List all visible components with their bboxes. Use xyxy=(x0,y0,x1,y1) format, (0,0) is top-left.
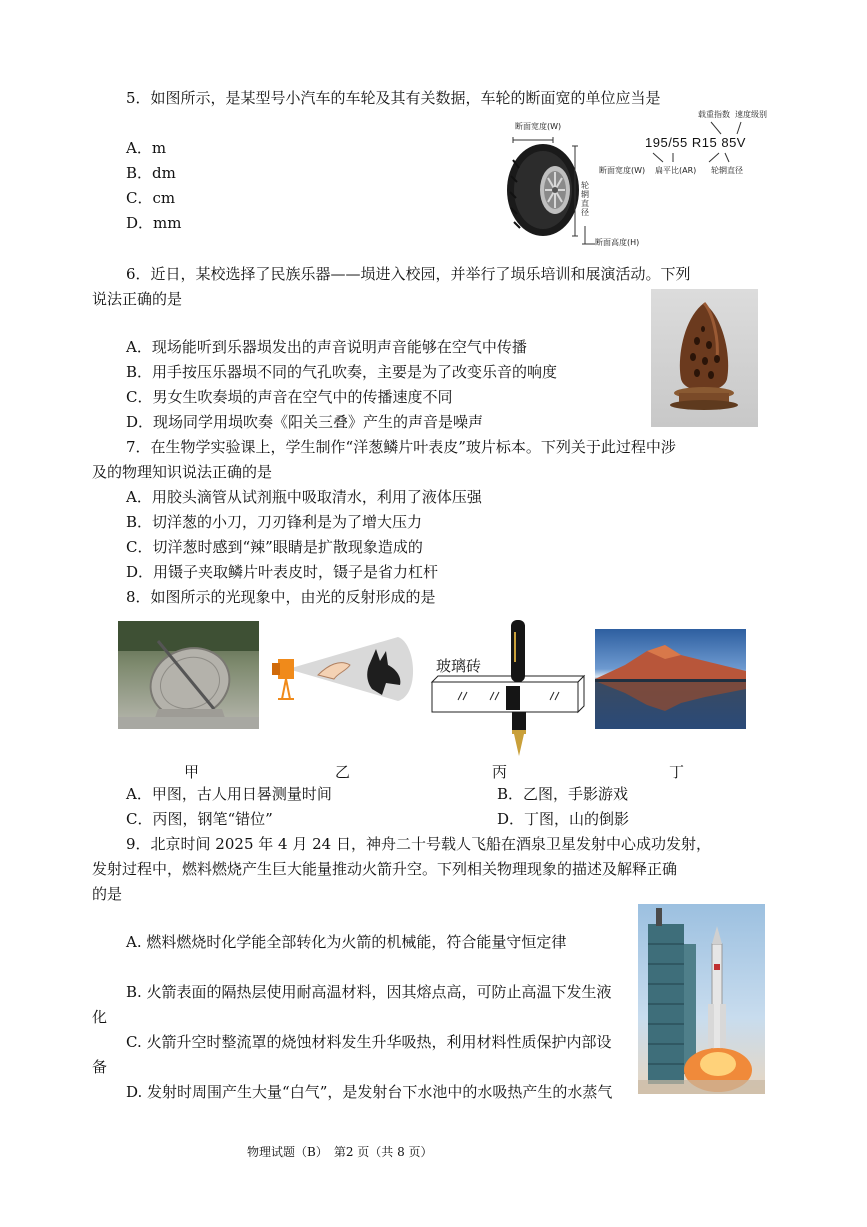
hand-shadow-image xyxy=(268,629,420,709)
q6-option-a: A．现场能听到乐器埙发出的声音说明声音能够在空气中传播 xyxy=(126,338,527,356)
q6-stem-line1: 6．近日，某校选择了民族乐器——埙进入校园，并举行了埙乐培训和展演活动。下列 xyxy=(126,265,691,283)
q8-option-b: B．乙图，手影游戏 xyxy=(497,785,629,803)
q9-option-c: C. 火箭升空时整流罩的烧蚀材料发生升华吸热，利用材料性质保护内部设备 xyxy=(92,1033,612,1076)
label-section-width-top: 断面宽度(W) xyxy=(515,122,562,131)
q8-option-a: A．甲图，古人用日晷测量时间 xyxy=(126,785,332,803)
q5-option-d: D．mm xyxy=(126,214,182,232)
q7-stem-line2: 及的物理知识说法正确的是 xyxy=(92,463,273,481)
label-rim-diameter-side: 轮辋直径 xyxy=(581,181,589,217)
q6-option-c: C．男女生吹奏埙的声音在空气中的传播速度不同 xyxy=(126,388,453,406)
caption-yi: 乙 xyxy=(335,763,351,781)
q7-option-a: A．用胶头滴管从试剂瓶中吸取清水，利用了液体压强 xyxy=(126,488,482,506)
caption-ding: 丁 xyxy=(669,763,685,781)
caption-jia: 甲 xyxy=(184,763,200,781)
page-footer: 物理试题（B） 第2 页（共 8 页） xyxy=(247,1145,433,1159)
label-load-index: 载重指数 xyxy=(698,110,730,119)
q9-option-d: D. 发射时周围产生大量“白气”，是发射台下水池中的水吸热产生的水蒸气 xyxy=(126,1083,613,1101)
label-speed-rating: 速度级别 xyxy=(735,110,767,119)
q7-stem-line1: 7．在生物学实验课上，学生制作“洋葱鳞片叶表皮”玻片标本。下列关于此过程中涉 xyxy=(126,438,676,456)
label-rim-diameter: 轮辋直径 xyxy=(711,166,743,175)
tire-spec: 195/55 R15 85V xyxy=(645,135,746,150)
glass-pen-diagram xyxy=(428,618,588,758)
mountain-reflection-photo xyxy=(595,629,746,729)
q9-stem-line2: 发射过程中，燃料燃烧产生巨大能量推动火箭升空。下列相关物理现象的描述及解释正确 xyxy=(92,860,678,878)
q6-option-d: D．现场同学用埙吹奏《阳关三叠》产生的声音是噪声 xyxy=(126,413,484,431)
q6-option-b: B．用手按压乐器埙不同的气孔吹奏，主要是为了改变乐音的响度 xyxy=(126,363,558,381)
q9-option-a: A. 燃料燃烧时化学能全部转化为火箭的机械能，符合能量守恒定律 xyxy=(126,933,567,951)
tire-figure xyxy=(505,108,775,256)
q5-option-b: B．dm xyxy=(126,164,176,182)
q9-stem-line1: 9．北京时间 2025 年 4 月 24 日，神舟二十号载人飞船在酒泉卫星发射中心成功发射， xyxy=(126,835,711,853)
label-section-width: 断面宽度(W) xyxy=(599,166,646,175)
q9-option-b: B. 火箭表面的隔热层使用耐高温材料，因其熔点高，可防止高温下发生液化 xyxy=(92,983,612,1026)
q7-option-b: B．切洋葱的小刀，刀刃锋利是为了增大压力 xyxy=(126,513,423,531)
q9-stem-line3: 的是 xyxy=(92,885,123,903)
q8-option-d: D．丁图，山的倒影 xyxy=(497,810,630,828)
q5-option-c: C．cm xyxy=(126,189,176,207)
q5-option-a: A．m xyxy=(126,139,167,157)
glass-label: 玻璃砖 xyxy=(436,657,482,675)
rocket-launch-photo xyxy=(638,904,765,1094)
q8-stem: 8．如图所示的光现象中，由光的反射形成的是 xyxy=(126,588,436,606)
q7-option-c: C．切洋葱时感到“辣”眼睛是扩散现象造成的 xyxy=(126,538,423,556)
label-section-height: 断面高度(H) xyxy=(595,238,640,247)
xun-instrument-photo xyxy=(651,289,758,427)
q5-stem: 5．如图所示，是某型号小汽车的车轮及其有关数据，车轮的断面宽的单位应当是 xyxy=(126,89,661,107)
caption-bing: 丙 xyxy=(492,763,508,781)
label-aspect-ratio: 扁平比(AR) xyxy=(655,166,697,175)
q7-option-d: D．用镊子夹取鳞片叶表皮时，镊子是省力杠杆 xyxy=(126,563,439,581)
q6-stem-line2: 说法正确的是 xyxy=(92,290,183,308)
q8-option-c: C．丙图，钢笔“错位” xyxy=(126,810,273,828)
sundial-photo xyxy=(118,621,259,729)
